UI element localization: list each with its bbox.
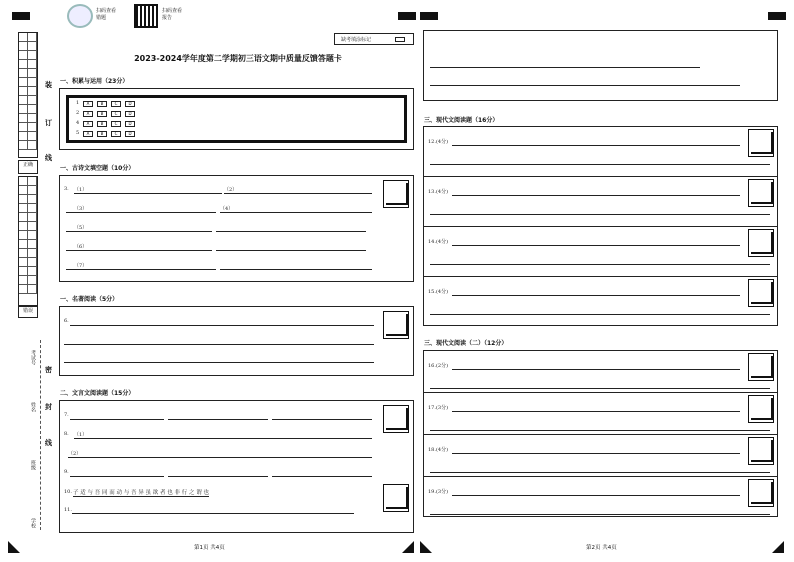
binding-char: 装 (45, 81, 52, 89)
exam-no-label: 考试号 (30, 350, 36, 365)
logo-icon (67, 4, 93, 28)
class-label: 班级 (30, 460, 36, 470)
choice-bubble[interactable]: C (111, 111, 121, 117)
answer-box (423, 30, 778, 101)
alignment-mark (12, 12, 30, 20)
answer-line[interactable] (68, 457, 372, 458)
answer-line[interactable] (64, 344, 374, 345)
answer-line[interactable] (452, 295, 740, 296)
answer-line[interactable] (452, 411, 740, 412)
corner-triangle-icon (772, 541, 784, 553)
question-number: 13.(4分) (428, 189, 449, 195)
score-box[interactable] (383, 311, 409, 339)
row-divider (423, 176, 778, 177)
page-number: 第1页 共4页 (194, 545, 225, 551)
item-label: （6） (74, 244, 88, 250)
score-box[interactable] (383, 180, 409, 208)
section-title: 三、现代文阅读题（16分） (424, 117, 499, 124)
answer-line[interactable] (70, 476, 164, 477)
answer-line[interactable] (452, 453, 740, 454)
answer-line[interactable] (168, 419, 268, 420)
item-label: （1） (74, 187, 88, 193)
binding-char: 线 (45, 154, 52, 162)
answer-line[interactable] (216, 250, 366, 251)
binding-char: 线 (45, 439, 52, 447)
choice-number: 1 (76, 100, 80, 106)
score-box[interactable] (748, 437, 774, 465)
fill-example-box (18, 160, 38, 174)
choice-box (59, 88, 414, 150)
score-box[interactable] (748, 229, 774, 257)
fill-wrong-box (18, 306, 38, 318)
answer-line[interactable] (64, 362, 374, 363)
item-label: （4） (220, 206, 234, 212)
choice-bubble[interactable]: A (83, 111, 93, 117)
page-title: 2023-2024学年度第二学期初三语文期中质量反馈答题卡 (134, 54, 342, 63)
answer-line[interactable] (452, 195, 740, 196)
name-label: 姓名 (30, 402, 36, 412)
answer-line[interactable] (220, 212, 372, 213)
answer-line[interactable] (430, 430, 770, 431)
section-title: 一、名著阅读（5分） (60, 296, 119, 303)
answer-line[interactable] (66, 231, 212, 232)
student-id-grid[interactable] (18, 176, 38, 306)
score-box[interactable] (748, 395, 774, 423)
choice-bubble[interactable]: C (111, 101, 121, 107)
answer-line[interactable] (168, 476, 268, 477)
question-number: 12.(4分) (428, 139, 449, 145)
corner-triangle-icon (8, 541, 20, 553)
question-number: 11. (64, 507, 72, 513)
qr-caption-2: 扫码查看报告 (162, 8, 183, 21)
answer-line[interactable] (66, 212, 216, 213)
score-box[interactable] (748, 353, 774, 381)
answer-line[interactable] (452, 145, 740, 146)
answer-line[interactable] (430, 164, 770, 165)
item-label: （7） (74, 263, 88, 269)
answer-line[interactable] (452, 245, 740, 246)
question-number: 15.(4分) (428, 289, 449, 295)
choice-bubble[interactable]: B (97, 131, 107, 137)
row-divider (423, 226, 778, 227)
alignment-mark (420, 12, 438, 20)
binding-char: 订 (45, 119, 52, 127)
choice-bubble[interactable]: D (125, 111, 135, 117)
choice-number: 4 (76, 120, 80, 126)
answer-line[interactable] (272, 419, 372, 420)
answer-line[interactable] (452, 495, 740, 496)
choice-bubble[interactable]: B (97, 111, 107, 117)
answer-line[interactable] (430, 214, 770, 215)
choice-bubble[interactable]: A (83, 101, 93, 107)
section-title: 三、现代文阅读（二）（12分） (424, 340, 508, 347)
section-title: 二、文言文阅读题（15分） (60, 390, 135, 397)
answer-line[interactable] (216, 231, 366, 232)
score-box[interactable] (748, 129, 774, 157)
answer-line[interactable] (430, 314, 770, 315)
qr-code-icon (134, 4, 158, 28)
qr-caption-1: 扫码查看错题 (96, 8, 117, 21)
item-label: （3） (74, 206, 88, 212)
answer-line[interactable] (70, 419, 164, 420)
question-number: 7. (64, 412, 69, 418)
answer-line[interactable] (66, 250, 212, 251)
answer-line[interactable] (430, 514, 770, 515)
item-label: （2） (68, 451, 82, 457)
answer-line[interactable] (452, 369, 740, 370)
sentence-text: 子 适 与 吾 同 而 动 与 吾 异 虽 欲 者 也 非 行 之 谓 也 (73, 490, 209, 496)
question-number: 10. (64, 489, 72, 495)
student-id-grid[interactable] (18, 32, 38, 158)
item-label: （5） (74, 225, 88, 231)
binding-line (40, 340, 41, 530)
choice-bubble[interactable]: D (125, 131, 135, 137)
answer-line[interactable] (224, 193, 372, 194)
score-box[interactable] (383, 484, 409, 512)
absent-mark-box (334, 33, 414, 45)
school-label: 学校 (30, 518, 36, 528)
score-box[interactable] (748, 479, 774, 507)
answer-line[interactable] (220, 269, 372, 270)
answer-line[interactable] (74, 438, 372, 439)
score-box[interactable] (748, 179, 774, 207)
row-divider (423, 434, 778, 435)
question-number: 18.(4分) (428, 447, 449, 453)
answer-line[interactable] (430, 85, 740, 86)
row-divider (423, 392, 778, 393)
page-number: 第2页 共4页 (586, 545, 617, 551)
question-number: 6. (64, 318, 69, 324)
question-number: 16.(2分) (428, 363, 449, 369)
fill-example-label: 正确 (22, 162, 33, 168)
fill-wrong-label: 错误 (22, 308, 33, 314)
answer-line[interactable] (430, 388, 770, 389)
question-number: 8. (64, 431, 69, 437)
choice-bubble[interactable]: A (83, 121, 93, 127)
choice-number: 2 (76, 110, 80, 116)
row-divider (423, 476, 778, 477)
question-number: 19.(3分) (428, 489, 449, 495)
choice-bubble[interactable]: D (125, 121, 135, 127)
corner-triangle-icon (420, 541, 432, 553)
corner-triangle-icon (402, 541, 414, 553)
score-box[interactable] (748, 279, 774, 307)
row-divider (423, 276, 778, 277)
choice-bubble[interactable]: C (111, 131, 121, 137)
answer-line[interactable] (70, 325, 374, 326)
question-number: 3. (64, 186, 69, 192)
choice-bubble[interactable]: A (83, 131, 93, 137)
alignment-mark (768, 12, 786, 20)
answer-line[interactable] (430, 264, 770, 265)
answer-line[interactable] (430, 67, 700, 68)
choice-bubble[interactable]: B (97, 101, 107, 107)
answer-line[interactable] (74, 193, 222, 194)
item-label: （2） (224, 187, 238, 193)
section-title: 一、积累与运用（23分） (60, 78, 129, 85)
answer-line[interactable] (72, 513, 354, 514)
score-box[interactable] (383, 405, 409, 433)
alignment-mark (398, 12, 416, 20)
question-number: 9. (64, 469, 69, 475)
item-label: （1） (74, 432, 88, 438)
choice-bubble[interactable]: D (125, 101, 135, 107)
binding-char: 封 (45, 403, 52, 411)
binding-char: 密 (45, 366, 52, 374)
answer-line[interactable] (272, 476, 372, 477)
choice-bubble[interactable]: C (111, 121, 121, 127)
absent-checkbox[interactable] (395, 37, 405, 42)
choice-bubble[interactable]: B (97, 121, 107, 127)
answer-box (59, 306, 414, 376)
answer-line[interactable] (66, 269, 216, 270)
question-number: 17.(3分) (428, 405, 449, 411)
choice-number: 5 (76, 130, 80, 136)
section-title: 一、古诗文填空题（10分） (60, 165, 135, 172)
answer-line[interactable] (430, 472, 770, 473)
question-number: 14.(4分) (428, 239, 449, 245)
absent-label: 缺考填涂标记 (341, 37, 372, 43)
